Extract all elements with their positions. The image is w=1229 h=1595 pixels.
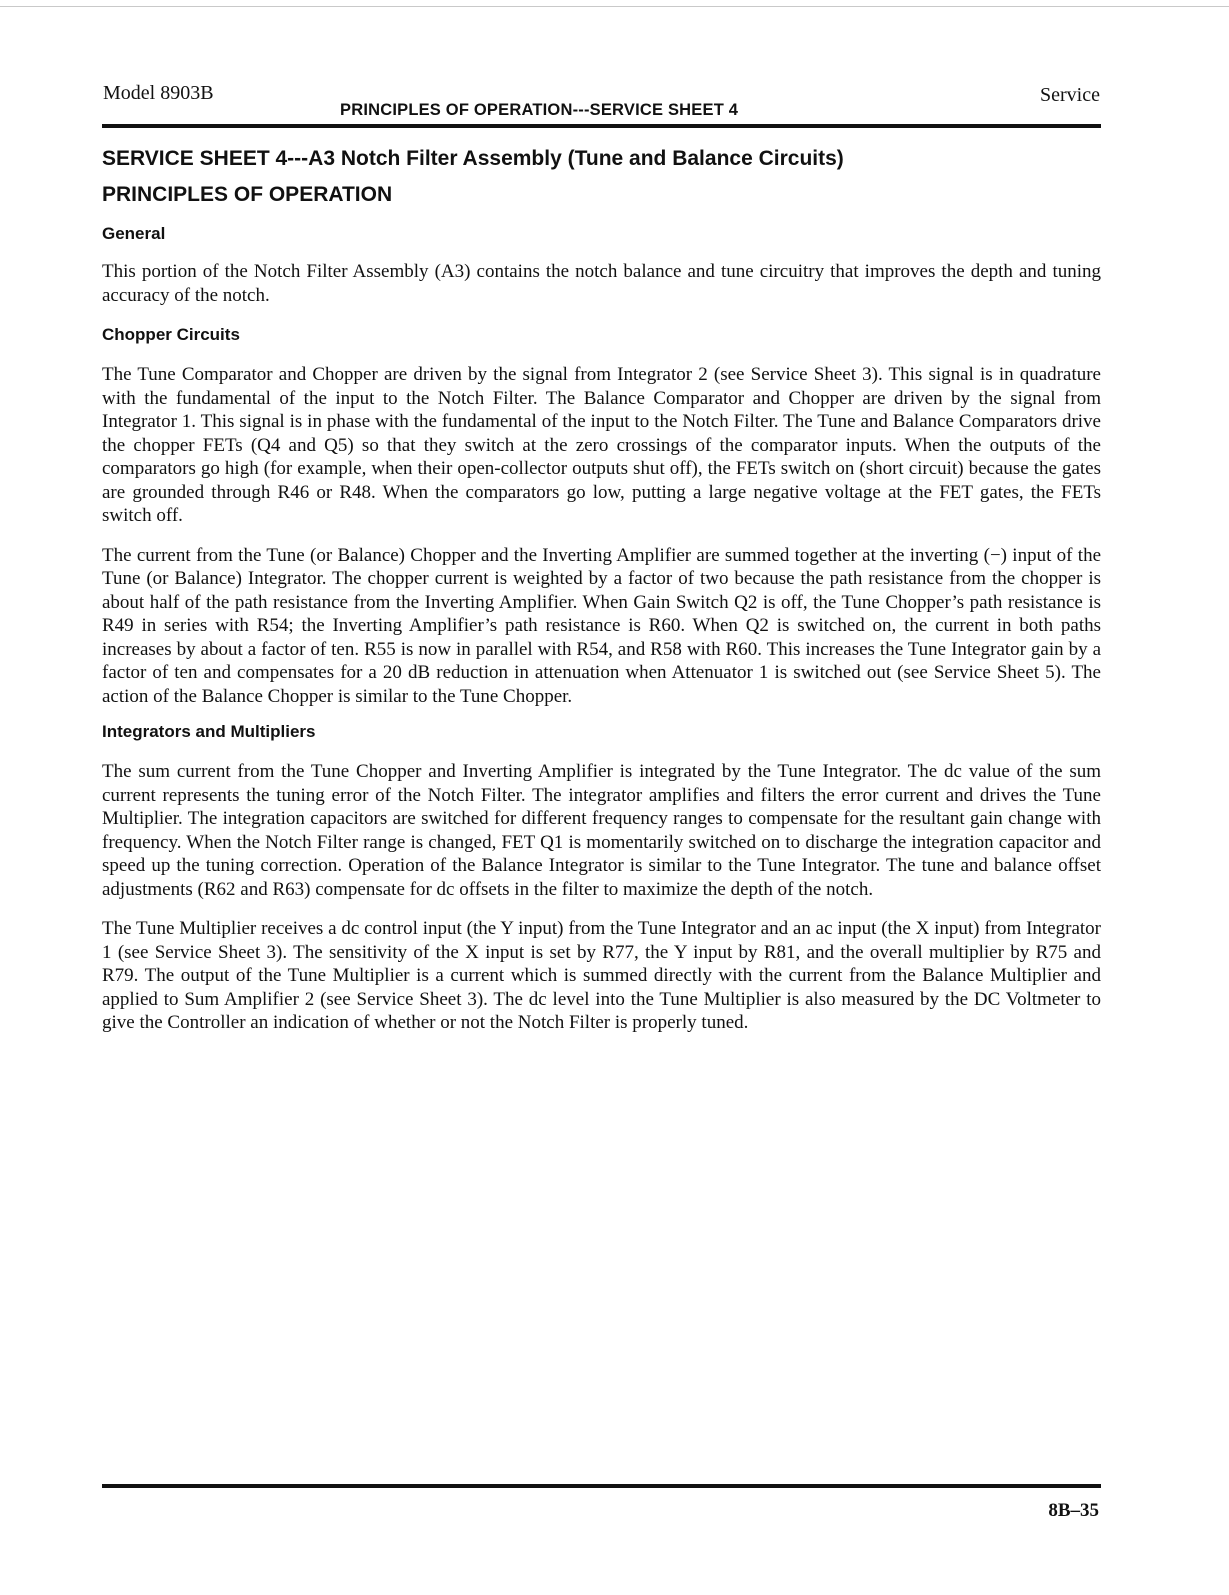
heading-integrators-multipliers: Integrators and Multipliers (102, 722, 316, 741)
page-number: 8B–35 (1048, 1500, 1099, 1521)
header-rule (102, 124, 1101, 128)
scan-top-edge (0, 0, 1229, 7)
paragraph-chopper-drive: The Tune Comparator and Chopper are driven by the signal from Integrator 2 (see Service Sheet 3). This signal is in quadrature with the fundamental of the input to the Notch Filter. The Balance Comparator and Chopper are driven by the signal from Integrator 1. This signal is in phase with the fundamental of the input to the Notch Filter. The Tune and Balance Comparators drive the chopper FETs (Q4 and Q5) so that they switch at the zero crossings of the comparator inputs. When the outputs of the comparators go high (for example, when their open-collector outputs shut off), the FETs switch on (short circuit) because the gates are grounded through R46 or R48. When the comparators go low, putting a large negative voltage at the FET gates, the FETs switch off. (102, 364, 1101, 526)
paragraph-tune-multiplier: The Tune Multiplier receives a dc control input (the Y input) from the Tune Integrator and an ac input (the X input) from Integrator 1 (see Service Sheet 3). The sensitivity of the X input is set by R77, the Y input by R81, and the overall multiplier by R75 and R79. The output of the Tune Multiplier is a current which is summed directly with the current from the Balance Multiplier and applied to Sum Amplifier 2 (see Service Sheet 3). The dc level into the Tune Multiplier is also measured by the DC Voltmeter to give the Controller an indication of whether or not the Notch Filter is properly tuned. (102, 918, 1101, 1033)
header-model: Model 8903B (103, 82, 214, 104)
header-section: Service (1040, 84, 1100, 106)
heading-chopper-circuits: Chopper Circuits (102, 325, 240, 344)
paragraph-general: This portion of the Notch Filter Assembly (A3) contains the notch balance and tune circuitry that improves the depth and tuning accuracy of the notch. (102, 261, 1101, 306)
sheet-title: SERVICE SHEET 4---A3 Notch Filter Assembly (Tune and Balance Circuits) (102, 147, 844, 170)
paragraph-chopper-current: The current from the Tune (or Balance) Chopper and the Inverting Amplifier are summed together at the inverting (−) input of the Tune (or Balance) Integrator. The chopper current is weighted by a factor of two because the path resistance from the chopper is about half of the path resistance from the Inverting Amplifier. When Gain Switch Q2 is off, the Tune Chopper’s path resistance is R49 in series with R54; the Inverting Amplifier’s path resistance is R60. When Q2 is switched on, the current in both paths increases by about a factor of ten. R55 is now in parallel with R54, and R58 with R60. This increases the Tune Integrator gain by a factor of ten and compensates for a 20 dB reduction in attenuation when Attenuator 1 is switched out (see Service Sheet 5). The action of the Balance Chopper is similar to the Tune Chopper. (102, 544, 1101, 707)
header-running-title: PRINCIPLES OF OPERATION---SERVICE SHEET 4 (340, 101, 739, 119)
section-title: PRINCIPLES OF OPERATION (102, 183, 393, 206)
footer-rule (102, 1484, 1101, 1488)
page-body (102, 142, 1101, 1035)
heading-general: General (102, 224, 166, 243)
paragraph-integrators: The sum current from the Tune Chopper and Inverting Amplifier is integrated by the Tune Integrator. The dc value of the sum current represents the tuning error of the Notch Filter. The integrator amplifies and filters the error current and drives the Tune Multiplier. The integration capacitors are switched for different frequency ranges to compensate for the resultant gain change with frequency. When the Notch Filter range is changed, FET Q1 is momentarily switched on to discharge the integration capacitor and speed up the tuning correction. Operation of the Balance Integrator is similar to the Tune Integrator. The tune and balance offset adjustments (R62 and R63) compensate for dc offsets in the filter to maximize the depth of the notch. (102, 761, 1101, 900)
